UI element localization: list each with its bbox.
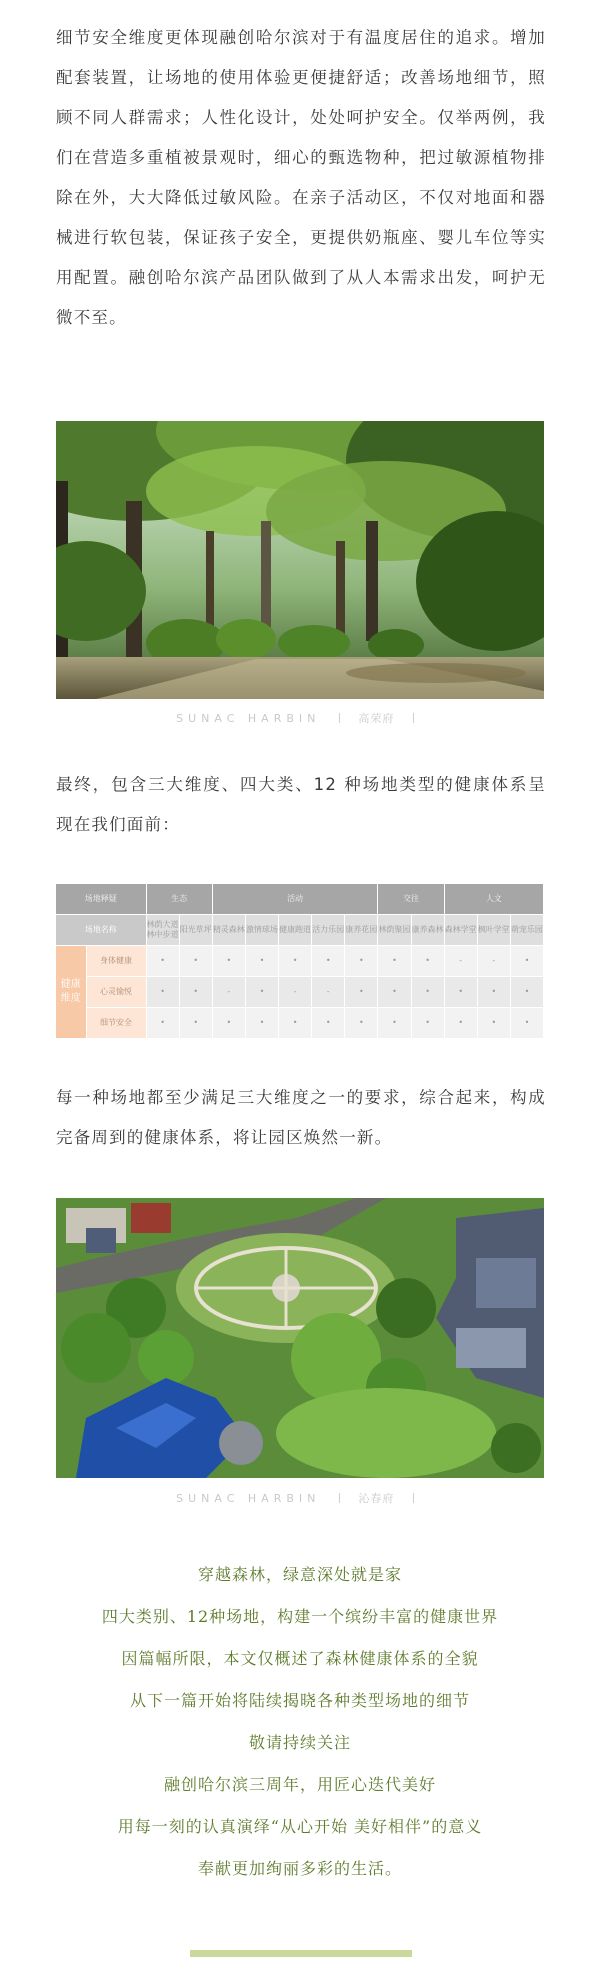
table-body	[56, 884, 544, 1039]
conclusion-text: 每一种场地都至少满足三大维度之一的要求，综合起来，构成完备周到的健康体系，将让园区焕然一新。	[56, 1088, 546, 1147]
aerial-view-photo	[56, 1198, 544, 1478]
table-mark-cell: •	[510, 1008, 543, 1039]
table-mark-cell: •	[212, 946, 245, 977]
table-group-header: 活动	[212, 884, 378, 915]
table-mark-cell: •	[378, 977, 411, 1008]
table-mark-cell: •	[345, 977, 378, 1008]
table-mark-cell: •	[411, 977, 444, 1008]
table-site-name: 健康跑道	[279, 915, 312, 946]
table-mark-cell: -	[279, 977, 312, 1008]
poem-line: 从下一篇开始将陆续揭晓各种类型场地的细节	[129, 1691, 470, 1710]
table-dimension-cell: 心灵愉悦	[86, 977, 146, 1008]
photo2-caption	[0, 1490, 600, 1506]
table-mark-cell: •	[477, 977, 510, 1008]
table-group-header: 交往	[378, 884, 444, 915]
table-mark-cell: •	[312, 1008, 345, 1039]
table-mark-cell: •	[510, 977, 543, 1008]
table-site-name: 森林学堂	[444, 915, 477, 946]
table-mark-cell: •	[279, 946, 312, 977]
table-site-name: 林荫大道林中步道	[146, 915, 179, 946]
table-site-name: 阳光草坪	[179, 915, 212, 946]
forest-park-illustration	[56, 421, 544, 699]
table-site-name: 精灵森林	[212, 915, 245, 946]
table-mark-cell: •	[245, 977, 278, 1008]
table-mark-cell: •	[212, 1008, 245, 1039]
table-header-label: 场地释疑	[56, 884, 146, 915]
caption-separator	[339, 713, 340, 723]
table-mark-cell: •	[146, 1008, 179, 1039]
table-site-name: 枫叶学堂	[477, 915, 510, 946]
table-mark-cell: •	[444, 1008, 477, 1039]
table-mark-cell: -	[312, 977, 345, 1008]
caption-separator	[339, 1493, 340, 1503]
table-dimension-cell: 细节安全	[86, 1008, 146, 1039]
photo1-caption	[0, 710, 600, 726]
photo1-caption-sub: 高荣府	[358, 712, 395, 725]
forest-park-photo	[56, 421, 544, 699]
table-group-header: 生态	[146, 884, 212, 915]
table-site-row	[56, 915, 544, 946]
table-site-name: 康养花园	[345, 915, 378, 946]
table-row	[56, 946, 544, 977]
table-category-cell: 健康维度	[56, 946, 86, 1039]
poem-line: 因篇幅所限，本文仅概述了森林健康体系的全貌	[121, 1649, 479, 1668]
table-mark-cell: •	[179, 946, 212, 977]
table-mark-cell: •	[345, 1008, 378, 1039]
intro-paragraph	[56, 18, 546, 338]
table-mark-cell: •	[411, 1008, 444, 1039]
poem-line: 用每一刻的认真演绎“从心开始 美好相伴”的意义	[117, 1817, 483, 1836]
table-mark-cell: •	[345, 946, 378, 977]
footer-divider-bar	[190, 1950, 412, 1957]
table-site-name: 萌宠乐园	[510, 915, 543, 946]
caption-separator	[413, 1493, 414, 1503]
table-mark-cell: •	[279, 1008, 312, 1039]
table-mark-cell: •	[444, 977, 477, 1008]
table-mark-cell: •	[245, 1008, 278, 1039]
table-mark-cell: -	[477, 946, 510, 977]
poem-line: 穿越森林，绿意深处就是家	[197, 1565, 402, 1584]
table-mark-cell: •	[312, 946, 345, 977]
table-mark-cell: •	[411, 946, 444, 977]
table-site-name: 林荫聚园	[378, 915, 411, 946]
table-mark-cell: •	[146, 946, 179, 977]
table-mark-cell: •	[146, 977, 179, 1008]
table-group-row	[56, 884, 544, 915]
poem-line: 敬请持续关注	[248, 1733, 351, 1752]
photo1-caption-brand: SUNAC HARBIN	[176, 712, 321, 725]
table-mark-cell: -	[212, 977, 245, 1008]
photo2-caption-brand: SUNAC HARBIN	[176, 1492, 321, 1505]
table-mark-cell: -	[444, 946, 477, 977]
photo2-caption-sub: 沁春府	[358, 1492, 395, 1505]
summary-text: 最终，包含三大维度、四大类、12 种场地类型的健康体系呈现在我们面前：	[56, 775, 546, 834]
table-site-name: 活力乐园	[312, 915, 345, 946]
table-mark-cell: •	[378, 946, 411, 977]
aerial-view-illustration	[56, 1198, 544, 1478]
table-row	[56, 1008, 544, 1039]
summary-paragraph	[56, 765, 546, 845]
table-mark-cell: •	[477, 1008, 510, 1039]
table-group-header: 人文	[444, 884, 543, 915]
table-header-label: 场地名称	[56, 915, 146, 946]
table-mark-cell: •	[179, 1008, 212, 1039]
caption-separator	[413, 713, 414, 723]
poem-line: 四大类别、12种场地，构建一个缤纷丰富的健康世界	[101, 1607, 499, 1626]
poem-line: 奉献更加绚丽多彩的生活。	[197, 1859, 402, 1878]
health-system-table	[56, 884, 544, 1039]
conclusion-paragraph	[56, 1078, 546, 1158]
closing-poem	[0, 1554, 600, 1890]
table-site-name: 激情球场	[245, 915, 278, 946]
table-mark-cell: •	[179, 977, 212, 1008]
table-dimension-cell: 身体健康	[86, 946, 146, 977]
poem-line: 融创哈尔滨三周年，用匠心迭代美好	[163, 1775, 436, 1794]
table-mark-cell: •	[378, 1008, 411, 1039]
table-row	[56, 977, 544, 1008]
table-site-name: 康养森林	[411, 915, 444, 946]
intro-text: 细节安全维度更体现融创哈尔滨对于有温度居住的追求。增加配套装置，让场地的使用体验更便捷舒适；改善场地细节，照顾不同人群需求；人性化设计，处处呵护安全。仅举两例，我们在营造多重植被景观时，细心的甄选物种，把过敏源植物排除在外，大大降低过敏风险。在亲子活动区，不仅对地面和器械进行软包装，保证孩子安全，更提供奶瓶座、婴儿车位等实用配置。融创哈尔滨产品团队做到了从人本需求出发，呵护无微不至。	[56, 28, 546, 327]
table-mark-cell: •	[245, 946, 278, 977]
table-mark-cell: •	[510, 946, 543, 977]
